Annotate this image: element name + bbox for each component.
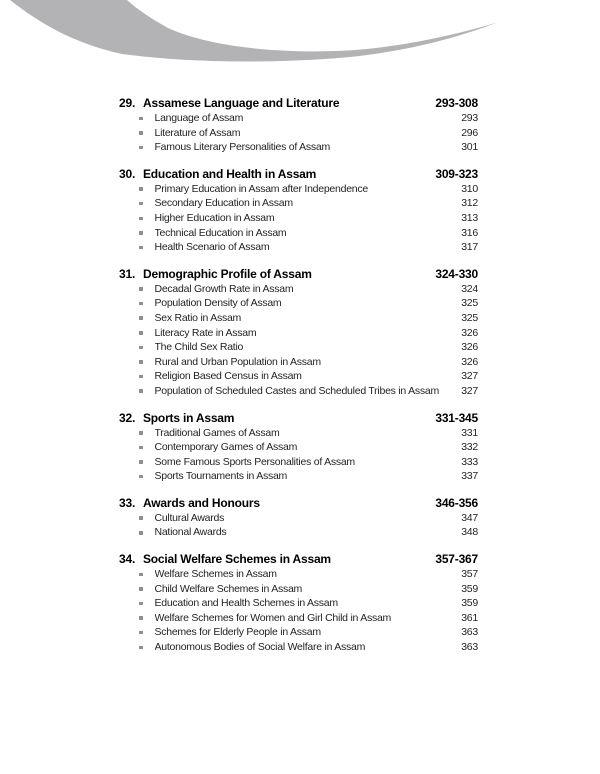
toc-item-row <box>119 369 478 384</box>
toc-item-label: Some Famous Sports Personalities of Assam <box>154 455 355 468</box>
toc-item-row <box>119 126 478 141</box>
toc-item-label: Decadal Growth Rate in Assam <box>154 282 294 295</box>
toc-item-page: 359 <box>461 582 478 595</box>
toc-item-label: Primary Education in Assam after Independence <box>154 182 368 195</box>
toc-item-page: 361 <box>461 611 478 624</box>
toc-item-page: 348 <box>461 526 478 539</box>
toc-item-row <box>119 140 478 155</box>
toc-item-page: 317 <box>461 241 478 254</box>
toc-item-label: Literacy Rate in Assam <box>154 326 257 339</box>
toc-item-label: Famous Literary Personalities of Assam <box>154 141 330 154</box>
toc-item-page: 296 <box>461 126 478 139</box>
toc-item-label: Language of Assam <box>154 112 244 124</box>
toc-item-label: National Awards <box>154 526 227 539</box>
toc-item-row <box>119 326 478 341</box>
toc-item-page: 363 <box>461 626 478 639</box>
toc-item-row <box>119 640 478 655</box>
square-bullet-icon <box>139 431 143 435</box>
toc-item-page: 326 <box>461 355 478 368</box>
toc-item-label: Welfare Schemes for Women and Girl Child in Assam <box>154 611 392 624</box>
square-bullet-icon <box>139 516 143 520</box>
square-bullet-icon <box>139 316 143 320</box>
chapter-page-range: 357-367 <box>435 552 478 567</box>
chapter-number: 32. <box>119 410 136 425</box>
toc-item-label: Schemes for Elderly People in Assam <box>154 626 321 639</box>
chapter-title: Education and Health in Assam <box>143 166 317 181</box>
square-bullet-icon <box>139 231 143 235</box>
toc-item-page: 359 <box>461 597 478 610</box>
toc-item-row <box>119 567 478 582</box>
chapter-title: Assamese Language and Literature <box>143 96 340 110</box>
square-bullet-icon <box>139 573 143 577</box>
square-bullet-icon <box>139 475 143 479</box>
toc-item-row <box>119 384 478 399</box>
square-bullet-icon <box>139 287 143 291</box>
square-bullet-icon <box>139 460 143 464</box>
toc-item-label: Child Welfare Schemes in Assam <box>154 582 303 595</box>
toc-item-row <box>119 296 478 311</box>
toc-item-label: The Child Sex Ratio <box>154 341 244 354</box>
toc-item-page: 301 <box>461 141 478 154</box>
toc-item-label: Contemporary Games of Assam <box>154 441 298 454</box>
toc-item-row <box>119 625 478 640</box>
toc-item-page: 347 <box>461 511 478 524</box>
chapter-items <box>119 567 478 655</box>
chapter-title: Social Welfare Schemes in Assam <box>143 552 331 567</box>
toc-item-label: Welfare Schemes in Assam <box>154 568 277 581</box>
chapter-number: 31. <box>119 266 136 281</box>
square-bullet-icon <box>139 602 143 606</box>
toc-item-page: 325 <box>461 297 478 310</box>
square-bullet-icon <box>139 187 143 191</box>
toc-item-row <box>119 240 478 255</box>
square-bullet-icon <box>139 131 143 135</box>
toc-item-label: Technical Education in Assam <box>154 226 287 239</box>
square-bullet-icon <box>139 389 143 393</box>
toc-item-page: 316 <box>461 226 478 239</box>
square-bullet-icon <box>139 302 143 306</box>
chapter-heading-row <box>119 410 478 426</box>
toc-item-label: Literature of Assam <box>154 126 241 139</box>
toc-item-page: 332 <box>461 441 478 454</box>
square-bullet-icon <box>139 587 143 591</box>
chapter-page-range: 346-356 <box>435 495 478 510</box>
toc-item-row <box>119 426 478 441</box>
toc-item-row <box>119 196 478 211</box>
square-bullet-icon <box>139 246 143 250</box>
square-bullet-icon <box>139 146 143 150</box>
square-bullet-icon <box>139 646 143 650</box>
chapter-title: Awards and Honours <box>143 495 260 510</box>
toc-item-page: 327 <box>461 370 478 383</box>
toc-item-row <box>119 611 478 626</box>
chapter-items <box>119 426 478 484</box>
toc-item-row <box>119 525 478 540</box>
toc-item-label: Religion Based Census in Assam <box>154 370 302 383</box>
toc-item-row <box>119 211 478 226</box>
toc-item-label: Population Density of Assam <box>154 297 282 310</box>
toc-item-row <box>119 226 478 241</box>
toc-item-label: Sports Tournaments in Assam <box>154 470 288 483</box>
chapter-items <box>119 282 478 399</box>
toc-item-label: Traditional Games of Assam <box>154 426 280 439</box>
toc-item-label: Rural and Urban Population in Assam <box>154 355 321 368</box>
toc-item-label: Higher Education in Assam <box>154 211 275 224</box>
toc-item-row <box>119 311 478 326</box>
chapter-entry <box>119 551 478 655</box>
toc-item-page: 293 <box>461 112 478 124</box>
toc-item-page: 326 <box>461 326 478 339</box>
chapter-title: Sports in Assam <box>143 410 235 425</box>
chapter-page-range: 309-323 <box>435 166 478 181</box>
toc-item-label: Sex Ratio in Assam <box>154 311 242 324</box>
toc-item-row <box>119 355 478 370</box>
toc-item-label: Education and Health Schemes in Assam <box>154 597 338 610</box>
square-bullet-icon <box>139 346 143 350</box>
chapter-heading-row <box>119 166 478 182</box>
toc-item-page: 310 <box>461 182 478 195</box>
toc-item-row <box>119 340 478 355</box>
toc-item-page: 313 <box>461 211 478 224</box>
swoosh-path <box>10 0 497 62</box>
toc-item-label: Cultural Awards <box>154 511 225 524</box>
toc-item-row <box>119 582 478 597</box>
toc-item-row <box>119 440 478 455</box>
chapter-heading-row <box>119 95 478 111</box>
toc-item-label: Secondary Education in Assam <box>154 197 293 210</box>
toc-item-row <box>119 469 478 484</box>
chapter-entry <box>119 410 478 484</box>
toc-item-row <box>119 282 478 297</box>
chapter-entry <box>119 166 478 255</box>
chapter-entry <box>119 495 478 540</box>
toc-item-page: 331 <box>461 426 478 439</box>
chapter-page-range: 293-308 <box>435 96 478 110</box>
toc-item-row <box>119 111 478 126</box>
square-bullet-icon <box>139 531 143 535</box>
chapter-title: Demographic Profile of Assam <box>143 266 312 281</box>
toc-item-page: 357 <box>461 568 478 581</box>
table-of-contents <box>119 95 478 655</box>
chapter-items <box>119 511 478 540</box>
toc-item-page: 324 <box>461 282 478 295</box>
toc-item-page: 337 <box>461 470 478 483</box>
square-bullet-icon <box>139 217 143 221</box>
toc-item-row <box>119 182 478 197</box>
square-bullet-icon <box>139 331 143 335</box>
square-bullet-icon <box>139 360 143 364</box>
toc-item-page: 325 <box>461 311 478 324</box>
chapter-number: 30. <box>119 166 136 181</box>
chapter-heading-row <box>119 495 478 511</box>
toc-item-row <box>119 596 478 611</box>
square-bullet-icon <box>139 117 143 121</box>
chapter-page-range: 324-330 <box>435 266 478 281</box>
toc-item-page: 327 <box>461 384 478 397</box>
chapter-heading-row <box>119 266 478 282</box>
chapter-items <box>119 182 478 255</box>
toc-item-label: Autonomous Bodies of Social Welfare in Assam <box>154 641 366 654</box>
square-bullet-icon <box>139 375 143 379</box>
chapter-entry <box>119 95 478 155</box>
square-bullet-icon <box>139 631 143 635</box>
toc-item-label: Health Scenario of Assam <box>154 241 270 254</box>
toc-item-label: Population of Scheduled Castes and Scheduled Tribes in Assam <box>154 384 439 397</box>
toc-item-row <box>119 455 478 470</box>
toc-item-page: 363 <box>461 641 478 654</box>
toc-item-row <box>119 511 478 526</box>
chapter-items <box>119 111 478 155</box>
square-bullet-icon <box>139 202 143 206</box>
chapter-number: 34. <box>119 552 136 567</box>
toc-item-page: 326 <box>461 341 478 354</box>
chapter-number: 33. <box>119 495 136 510</box>
chapter-entry <box>119 266 478 399</box>
chapter-page-range: 331-345 <box>435 410 478 425</box>
chapter-number: 29. <box>119 96 136 110</box>
swoosh-decoration-icon <box>0 0 510 70</box>
toc-item-page: 333 <box>461 455 478 468</box>
square-bullet-icon <box>139 616 143 620</box>
toc-item-page: 312 <box>461 197 478 210</box>
chapter-heading-row <box>119 551 478 567</box>
square-bullet-icon <box>139 446 143 450</box>
